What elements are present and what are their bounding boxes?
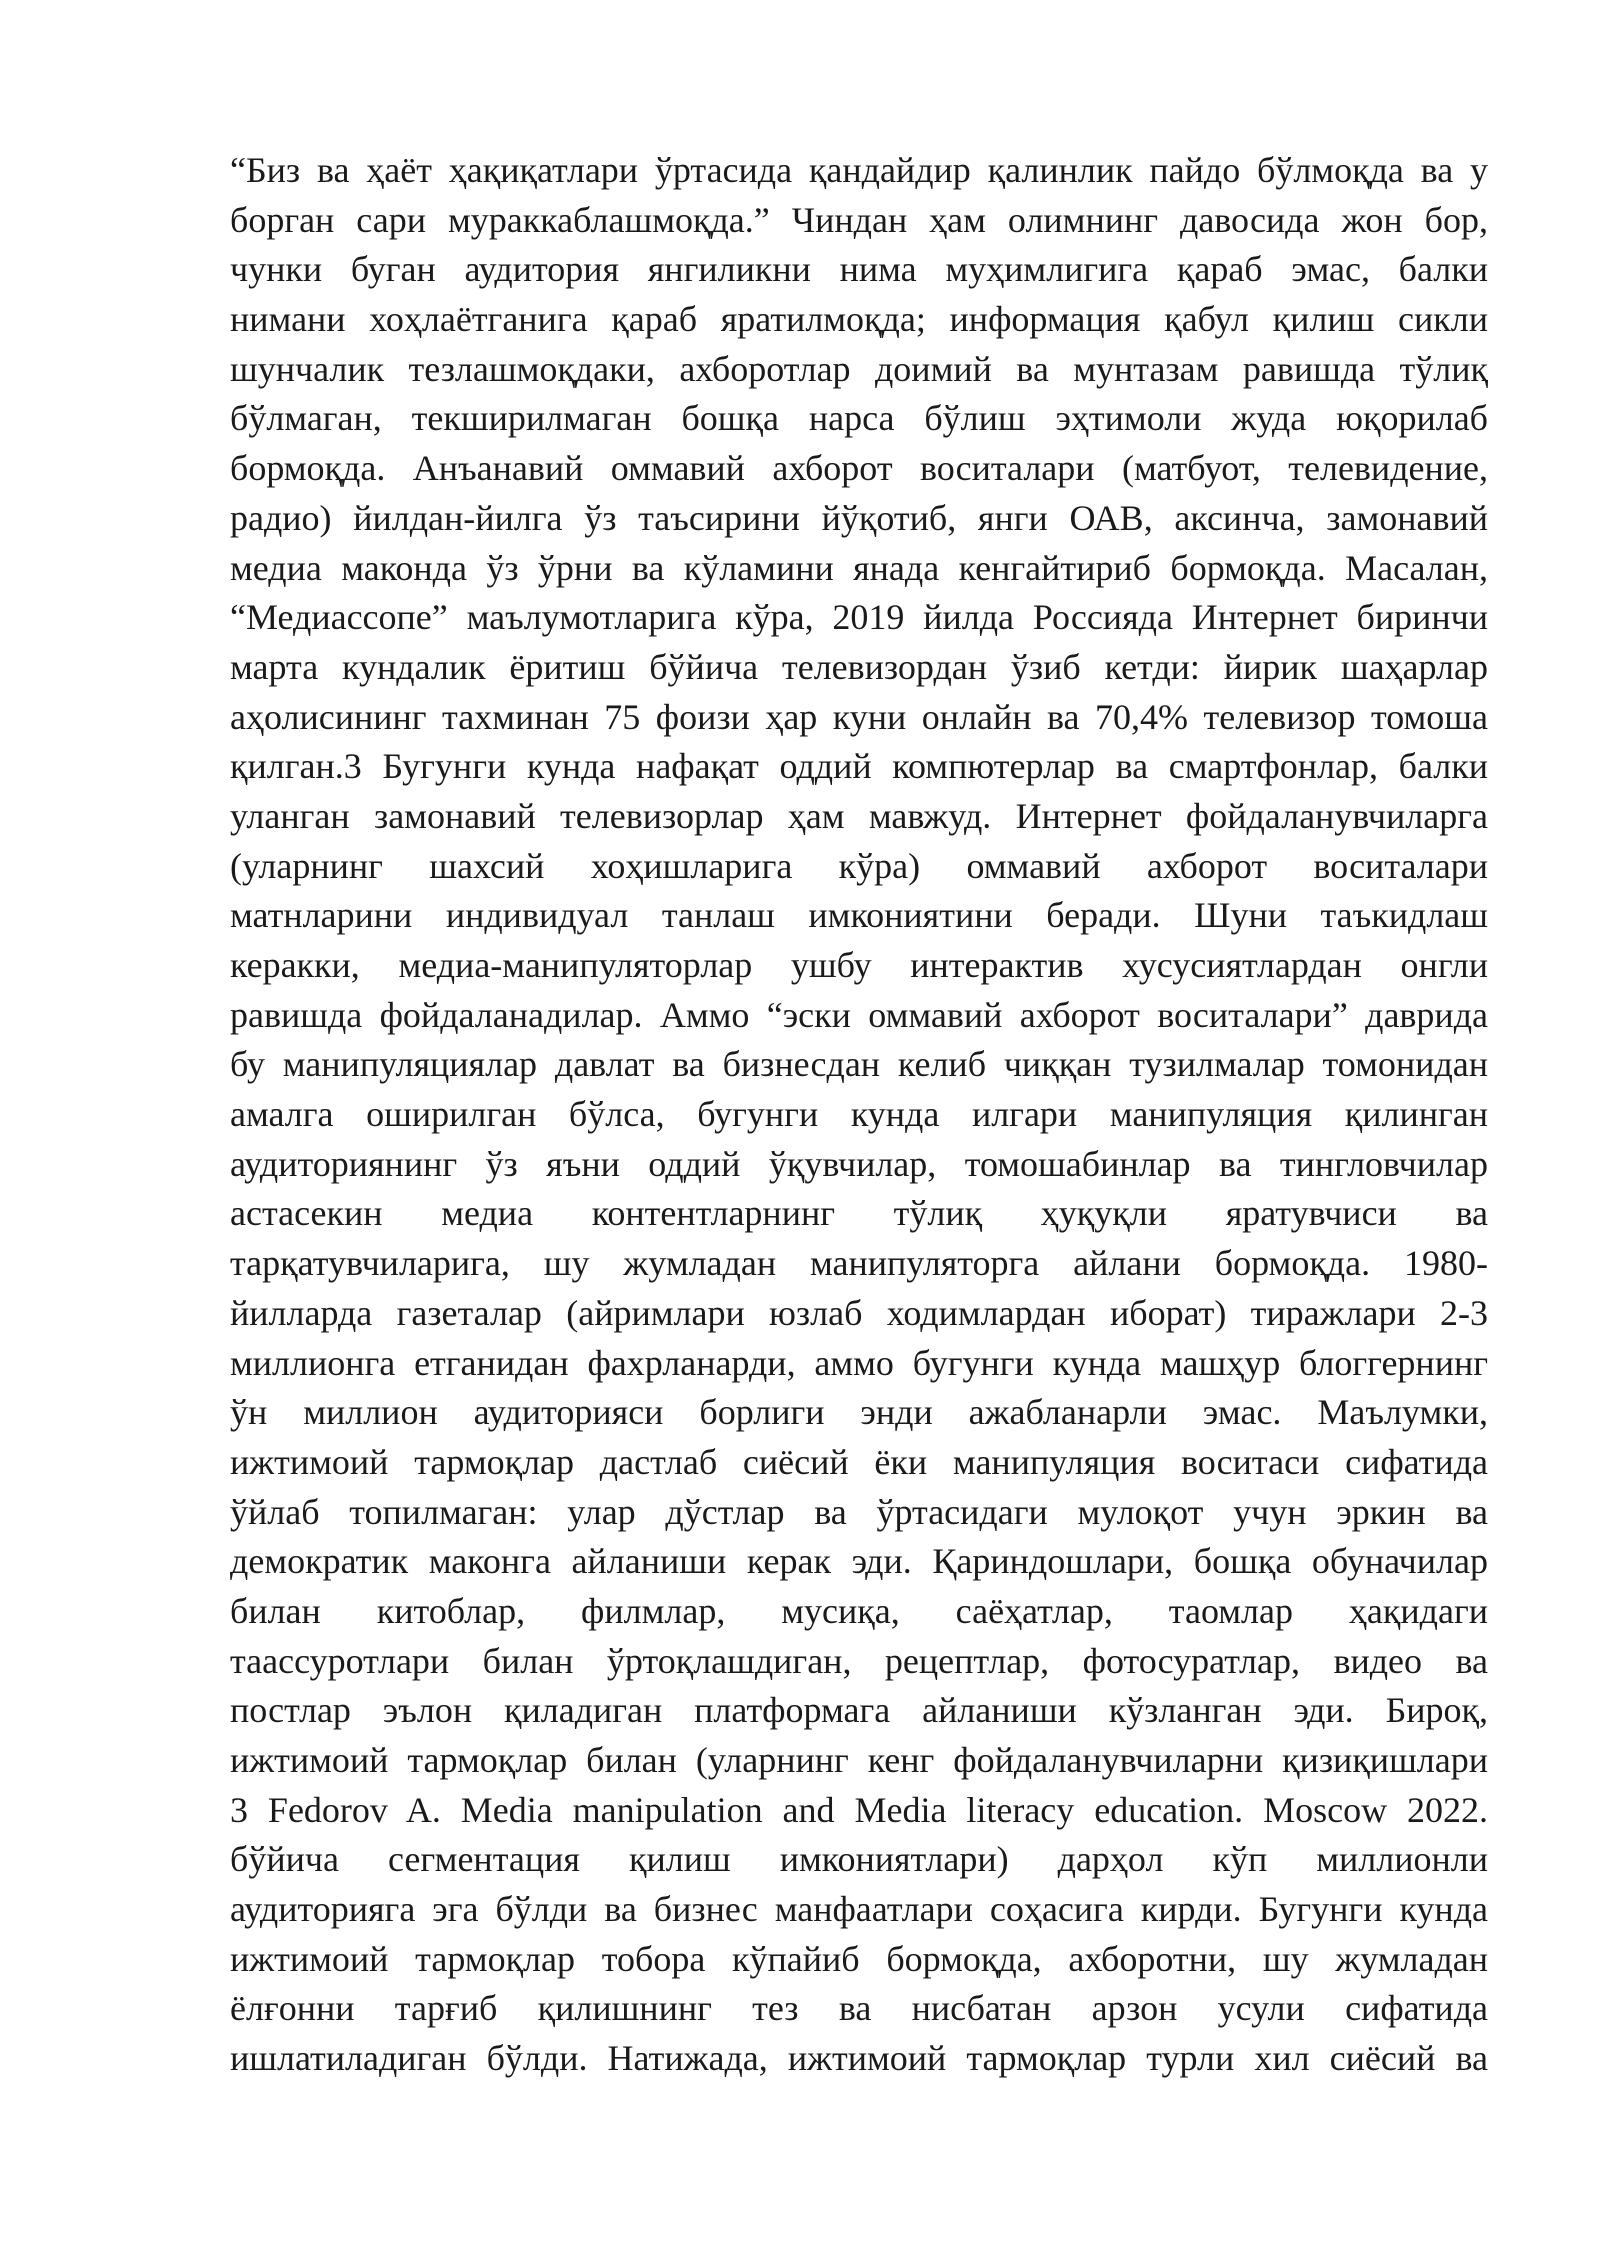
text-line: (уларнинг шахсий хоҳишларига кўра) оммавий ахборот воситалари xyxy=(230,845,1488,886)
text-line: астасекин медиа контентларнинг тўлиқ ҳуқуқли яратувчиси ва xyxy=(230,1193,1488,1234)
text-line: таассуротлари билан ўртоқлашдиган, рецептлар, фотосуратлар, видео ва xyxy=(230,1640,1488,1681)
text-line: демократик маконга айланиши керак эди. Қариндошлари, бошқа обуначилар xyxy=(230,1541,1488,1582)
text-line: аудиторияга эга бўлди ва бизнес манфаатлари соҳасига кирди. Бугунги кунда xyxy=(230,1889,1488,1930)
text-line: уланган замонавий телевизорлар ҳам мавжуд. Интернет фойдаланувчиларга xyxy=(230,795,1488,836)
text-line: миллионга етганидан фахрланарди, аммо бугунги кунда машҳур блоггернинг xyxy=(230,1342,1488,1383)
text-line: борган сари мураккаблашмоқда.” Чиндан ҳам олимнинг давосида жон бор, xyxy=(230,199,1488,240)
text-line: матнларини индивидуал танлаш имкониятини беради. Шуни таъкидлаш xyxy=(230,895,1488,936)
text-line: ижтимоий тармоқлар дастлаб сиёсий ёки манипуляция воситаси сифатида xyxy=(230,1441,1488,1482)
text-line: аҳолисининг тахминан 75 фоизи ҳар куни онлайн ва 70,4% телевизор томоша xyxy=(230,696,1488,737)
text-line: 3 Fedorov A. Media manipulation and Media literacy education. Moscow 2022. xyxy=(230,1789,1488,1830)
text-line: бормоқда. Анъанавий оммавий ахборот воситалари (матбуот, телевидение, xyxy=(230,448,1488,489)
text-line: қилган.3 Бугунги кунда нафақат оддий компютерлар ва смартфонлар, балки xyxy=(230,746,1488,787)
text-line: билан китоблар, филмлар, мусиқа, саёҳатлар, таомлар ҳақидаги xyxy=(230,1590,1488,1631)
text-line: ёлғонни тарғиб қилишнинг тез ва нисбатан арзон усули сифатида xyxy=(230,1988,1488,2029)
text-line: бўйича сегментация қилиш имкониятлари) дарҳол кўп миллионли xyxy=(230,1839,1488,1880)
text-line: чунки буган аудитория янгиликни нима муҳимлигига қараб эмас, балки xyxy=(230,249,1488,290)
text-line: керакки, медиа-манипуляторлар ушбу интерактив хусусиятлардан онгли xyxy=(230,945,1488,985)
text-line: ўйлаб топилмаган: улар дўстлар ва ўртасидаги мулоқот учун эркин ва xyxy=(230,1491,1488,1532)
text-line: бўлмаган, текширилмаган бошқа нарса бўлиш эҳтимоли жуда юқорилаб xyxy=(230,398,1488,439)
text-line: бу манипуляциялар давлат ва бизнесдан келиб чиққан тузилмалар томонидан xyxy=(230,1044,1488,1085)
text-line: амалга оширилган бўлса, бугунги кунда илгари манипуляция қилинган xyxy=(230,1094,1488,1135)
text-line: марта кундалик ёритиш бўйича телевизордан ўзиб кетди: йирик шаҳарлар xyxy=(230,646,1488,687)
text-line: ижтимоий тармоқлар билан (уларнинг кенг фойдаланувчиларни қизиқишлари xyxy=(230,1740,1488,1780)
body-text xyxy=(230,146,1488,2084)
text-line: “Биз ва ҳаёт ҳақиқатлари ўртасида қандайдир қалинлик пайдо бўлмоқда ва у xyxy=(230,150,1488,190)
text-line: радио) йилдан-йилга ўз таъсирини йўқотиб, янги ОАВ, аксинча, замонавий xyxy=(230,497,1488,538)
text-line: шунчалик тезлашмоқдаки, ахборотлар доимий ва мунтазам равишда тўлиқ xyxy=(230,348,1488,389)
text-line: ижтимоий тармоқлар тобора кўпайиб бормоқда, ахборотни, шу жумладан xyxy=(230,1938,1488,1979)
text-line: аудиториянинг ўз яъни оддий ўқувчилар, томошабинлар ва тингловчилар xyxy=(230,1143,1488,1184)
text-line: постлар эълон қиладиган платформага айланиши кўзланган эди. Бироқ, xyxy=(230,1690,1488,1731)
text-line: тарқатувчиларига, шу жумладан манипуляторга айлани бормоқда. 1980- xyxy=(230,1243,1488,1284)
text-line: ўн миллион аудиторияси борлиги энди ажабланарли эмас. Маълумки, xyxy=(230,1392,1488,1433)
text-line: “Медиассопе” маълумотларига кўра, 2019 йилда Россияда Интернет биринчи xyxy=(230,597,1488,638)
text-line: нимани хоҳлаётганига қараб яратилмоқда; информация қабул қилиш сикли xyxy=(230,299,1488,340)
text-line: ишлатиладиган бўлди. Натижада, ижтимоий тармоқлар турли хил сиёсий ва xyxy=(230,2038,1488,2079)
text-line: равишда фойдаланадилар. Аммо “эски оммавий ахборот воситалари” даврида xyxy=(230,994,1488,1035)
text-line: йилларда газеталар (айримлари юзлаб ходимлардан иборат) тиражлари 2-3 xyxy=(230,1292,1488,1333)
text-line: медиа маконда ўз ўрни ва кўламини янада кенгайтириб бормоқда. Масалан, xyxy=(230,547,1488,588)
